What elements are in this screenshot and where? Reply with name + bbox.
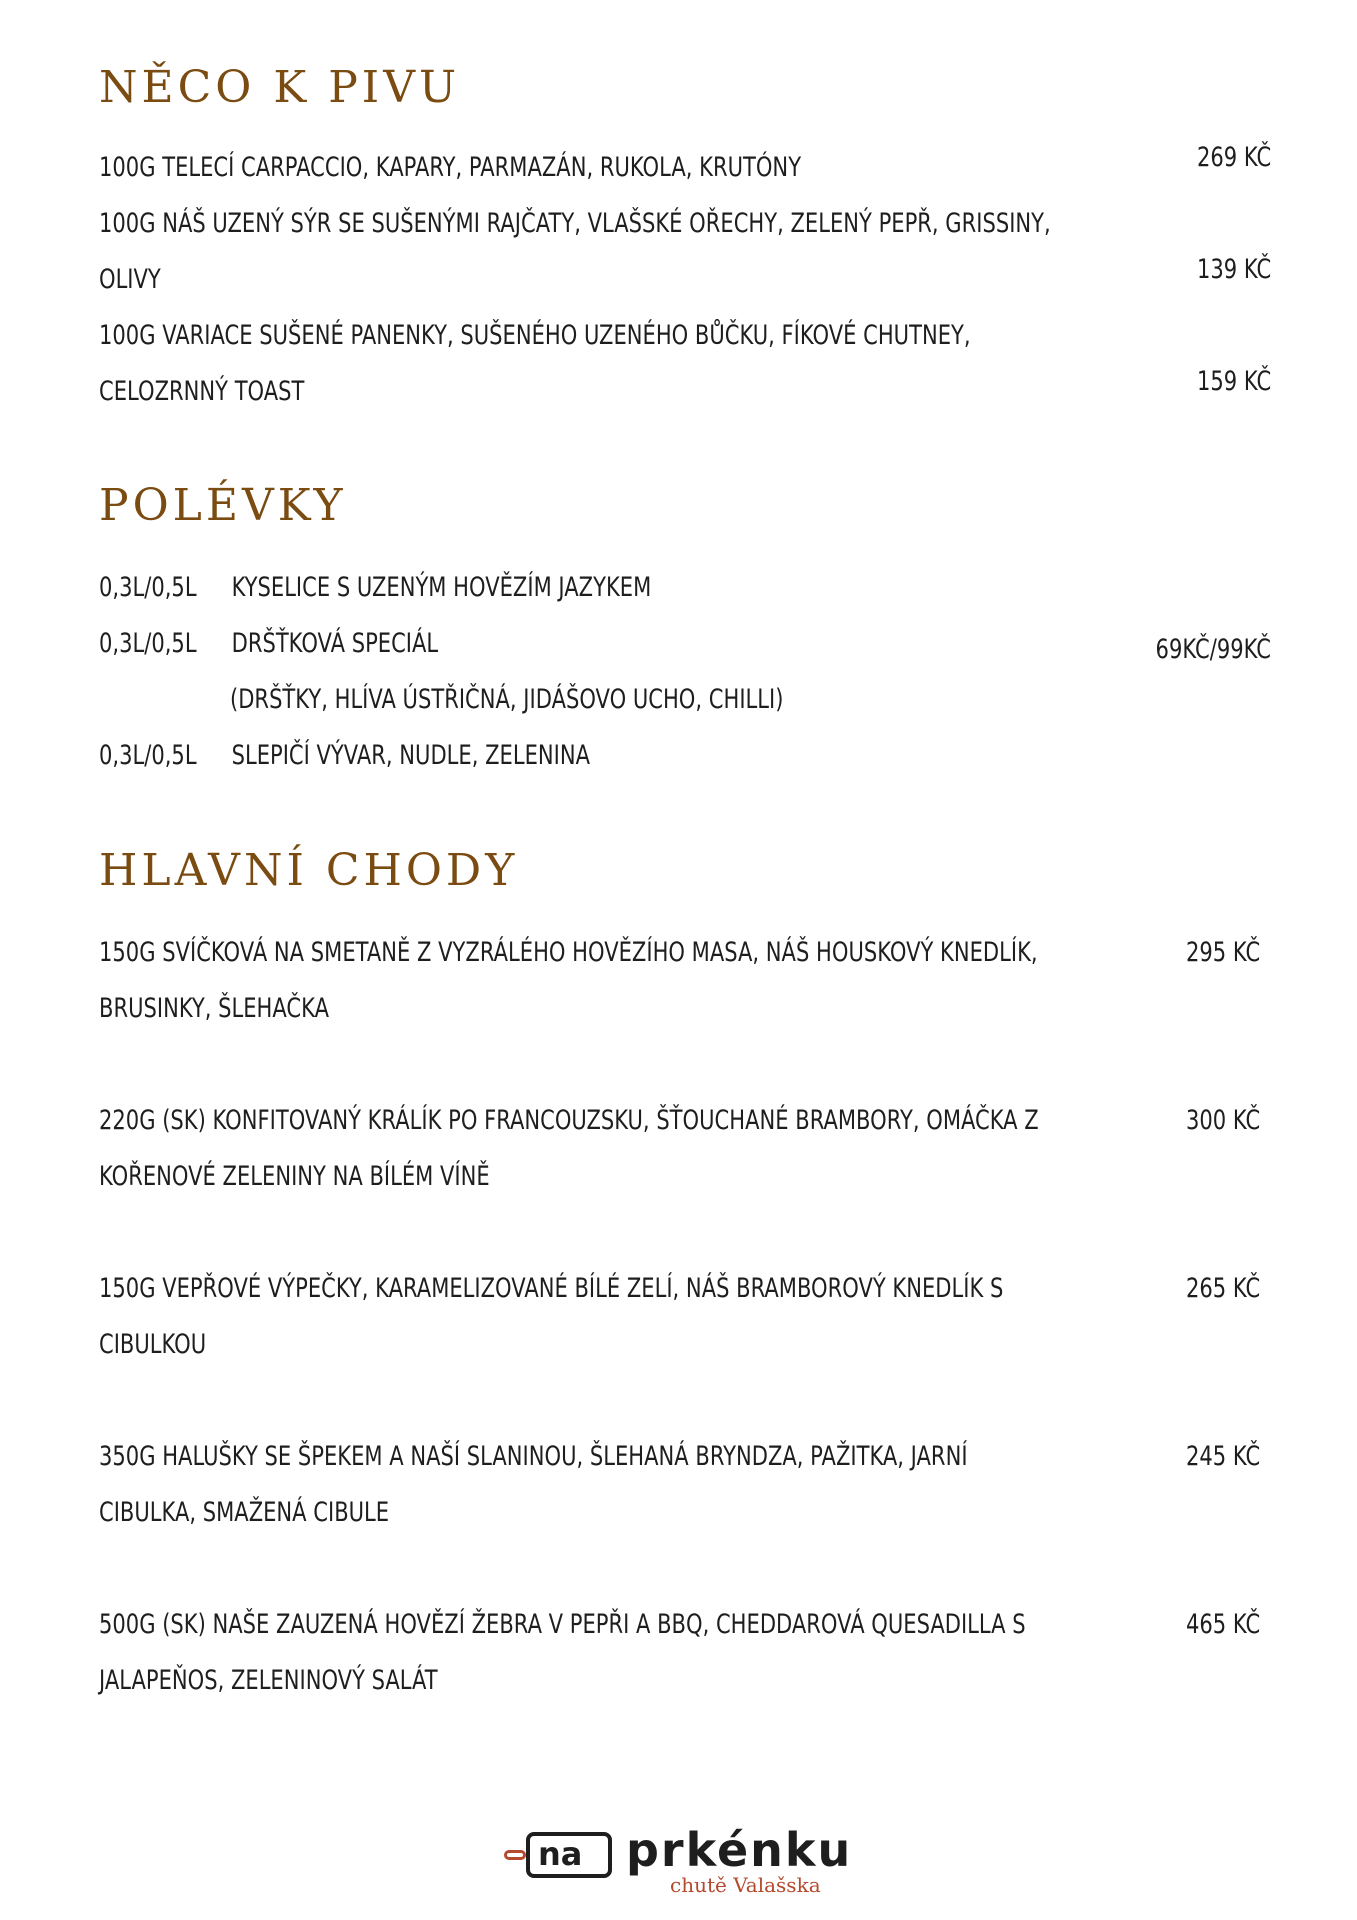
soup-item-3-qty: 0,3L/0,5L bbox=[99, 740, 197, 771]
soup-item-2 bbox=[99, 626, 438, 662]
main-item-4-line-2: CIBULKA, SMAŽENÁ CIBULE bbox=[99, 1497, 390, 1528]
beer-item-3-line-2: CELOZRNNÝ TOAST bbox=[99, 376, 305, 407]
main-item-3-line-1: 150G VEPŘOVÉ VÝPEČKY, KARAMELIZOVANÉ BÍLÉ ZELÍ, NÁŠ BRAMBOROVÝ KNEDLÍK S bbox=[99, 1273, 1004, 1304]
main-item-2-price: 300 KČ bbox=[1185, 1105, 1260, 1136]
beer-item-2-line-1: 100G NÁŠ UZENÝ SÝR SE SUŠENÝMI RAJČATY, VLAŠSKÉ OŘECHY, ZELENÝ PEPŘ, GRISSINY, bbox=[99, 208, 1051, 239]
main-item-1-price: 295 KČ bbox=[1185, 937, 1260, 968]
restaurant-logo bbox=[500, 1820, 870, 1900]
beer-item-3-price: 159 KČ bbox=[1196, 366, 1271, 397]
logo-word: prkénku bbox=[626, 1823, 853, 1877]
main-item-2-line-2: KOŘENOVÉ ZELENINY NA BÍLÉM VÍNĚ bbox=[99, 1161, 490, 1192]
soup-item-2-note: (DRŠŤKY, HLÍVA ÚSTŘIČNÁ, JIDÁŠOVO UCHO, CHILLI) bbox=[230, 684, 784, 715]
beer-item-3-line-1: 100G VARIACE SUŠENÉ PANENKY, SUŠENÉHO UZENÉHO BŮČKU, FÍKOVÉ CHUTNEY, bbox=[99, 320, 971, 351]
main-item-5-price: 465 KČ bbox=[1185, 1609, 1260, 1640]
cutting-board-handle-icon bbox=[504, 1850, 526, 1860]
soup-item-1 bbox=[99, 570, 651, 606]
soup-item-3-name: SLEPIČÍ VÝVAR, NUDLE, ZELENINA bbox=[231, 740, 591, 771]
main-item-2-line-1: 220G (SK) KONFITOVANÝ KRÁLÍK PO FRANCOUZSKU, ŠŤOUCHANÉ BRAMBORY, OMÁČKA Z bbox=[99, 1105, 1039, 1136]
main-item-4-line-1: 350G HALUŠKY SE ŠPEKEM A NAŠÍ SLANINOU, ŠLEHANÁ BRYNDZA, PAŽITKA, JARNÍ bbox=[99, 1441, 968, 1472]
beer-item-1-line-1: 100G TELECÍ CARPACCIO, KAPARY, PARMAZÁN, RUKOLA, KRUTÓNY bbox=[99, 152, 802, 183]
beer-item-1-price: 269 KČ bbox=[1196, 142, 1271, 173]
soups-price: 69KČ/99KČ bbox=[1155, 634, 1271, 665]
main-item-5-line-2: JALAPEŇOS, ZELENINOVÝ SALÁT bbox=[99, 1665, 438, 1696]
soup-item-1-name: KYSELICE S UZENÝM HOVĚZÍM JAZYKEM bbox=[231, 572, 652, 603]
logo-board-text: na bbox=[538, 1835, 583, 1873]
logo-tagline: chutě Valašska bbox=[670, 1873, 821, 1897]
main-item-1-line-1: 150G SVÍČKOVÁ NA SMETANĚ Z VYZRÁLÉHO HOVĚZÍHO MASA, NÁŠ HOUSKOVÝ KNEDLÍK, bbox=[99, 937, 1038, 968]
main-item-5-line-1: 500G (SK) NAŠE ZAUZENÁ HOVĚZÍ ŽEBRA V PEPŘI A BBQ, CHEDDAROVÁ QUESADILLA S bbox=[99, 1609, 1026, 1640]
section-title-beer: NĚCO K PIVU bbox=[99, 62, 461, 113]
main-item-4-price: 245 KČ bbox=[1185, 1441, 1260, 1472]
beer-item-2-price: 139 KČ bbox=[1196, 254, 1271, 285]
soup-item-3 bbox=[99, 738, 590, 774]
soup-item-2-name: DRŠŤKOVÁ SPECIÁL bbox=[231, 628, 439, 659]
section-title-mains: HLAVNÍ CHODY bbox=[99, 845, 519, 896]
soup-item-2-qty: 0,3L/0,5L bbox=[99, 628, 197, 659]
section-title-soups: POLÉVKY bbox=[99, 480, 347, 531]
main-item-3-price: 265 KČ bbox=[1185, 1273, 1260, 1304]
soup-item-1-qty: 0,3L/0,5L bbox=[99, 572, 197, 603]
main-item-1-line-2: BRUSINKY, ŠLEHAČKA bbox=[99, 993, 329, 1024]
beer-item-2-line-2: OLIVY bbox=[99, 264, 161, 295]
main-item-3-line-2: CIBULKOU bbox=[99, 1329, 207, 1360]
